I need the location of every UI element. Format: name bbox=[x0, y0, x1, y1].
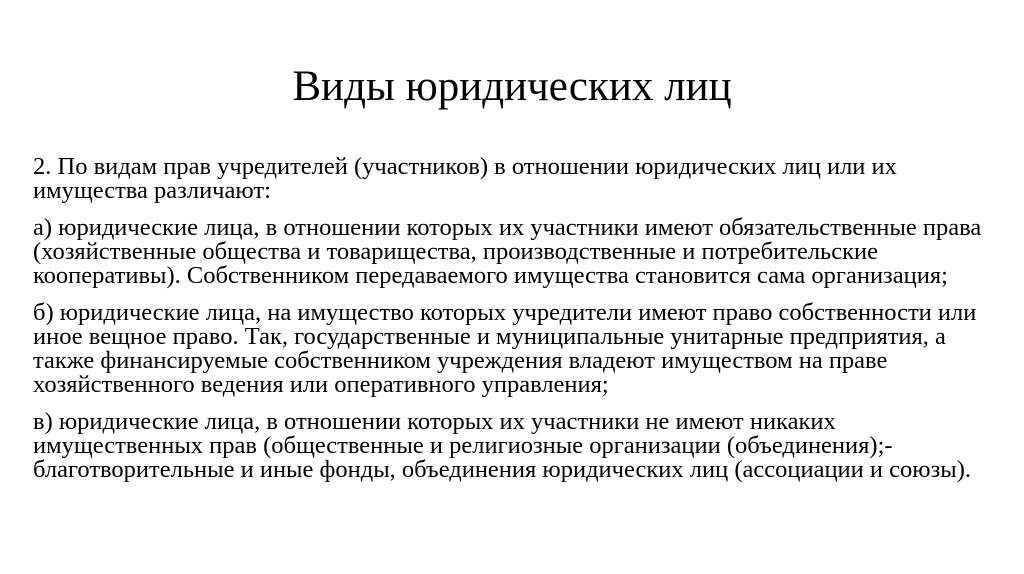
slide-title: Виды юридических лиц bbox=[292, 63, 732, 110]
paragraph-item-c: в) юридические лица, в отношении которых их участники не имеют никаких имущественных прав (общественные и религиозные организации (объединения);- благотворительные и иные фонды, объединения юридических лиц (ассоциации и союзы). bbox=[33, 408, 971, 483]
slide-body bbox=[33, 155, 993, 495]
paragraph-item-b: б) юридические лица, на имущество которых учредители имеют право собственности или иное вещное право. Так, государственные и муниципальные унитарные предприятия, а также финансируемые собственником учреждения владеют имуществом на праве хозяйственного ведения или оперативного управления; bbox=[33, 299, 977, 398]
paragraph-item-a: а) юридические лица, в отношении которых их участники имеют обязательственные права (хозяйственные общества и товарищества, производственные и потребительские кооперативы). Собственником передаваемого имущества становится сама организация; bbox=[33, 214, 982, 289]
paragraph-intro: 2. По видам прав учредителей (участников) в отношении юридических лиц или их имущества различают: bbox=[33, 153, 897, 204]
